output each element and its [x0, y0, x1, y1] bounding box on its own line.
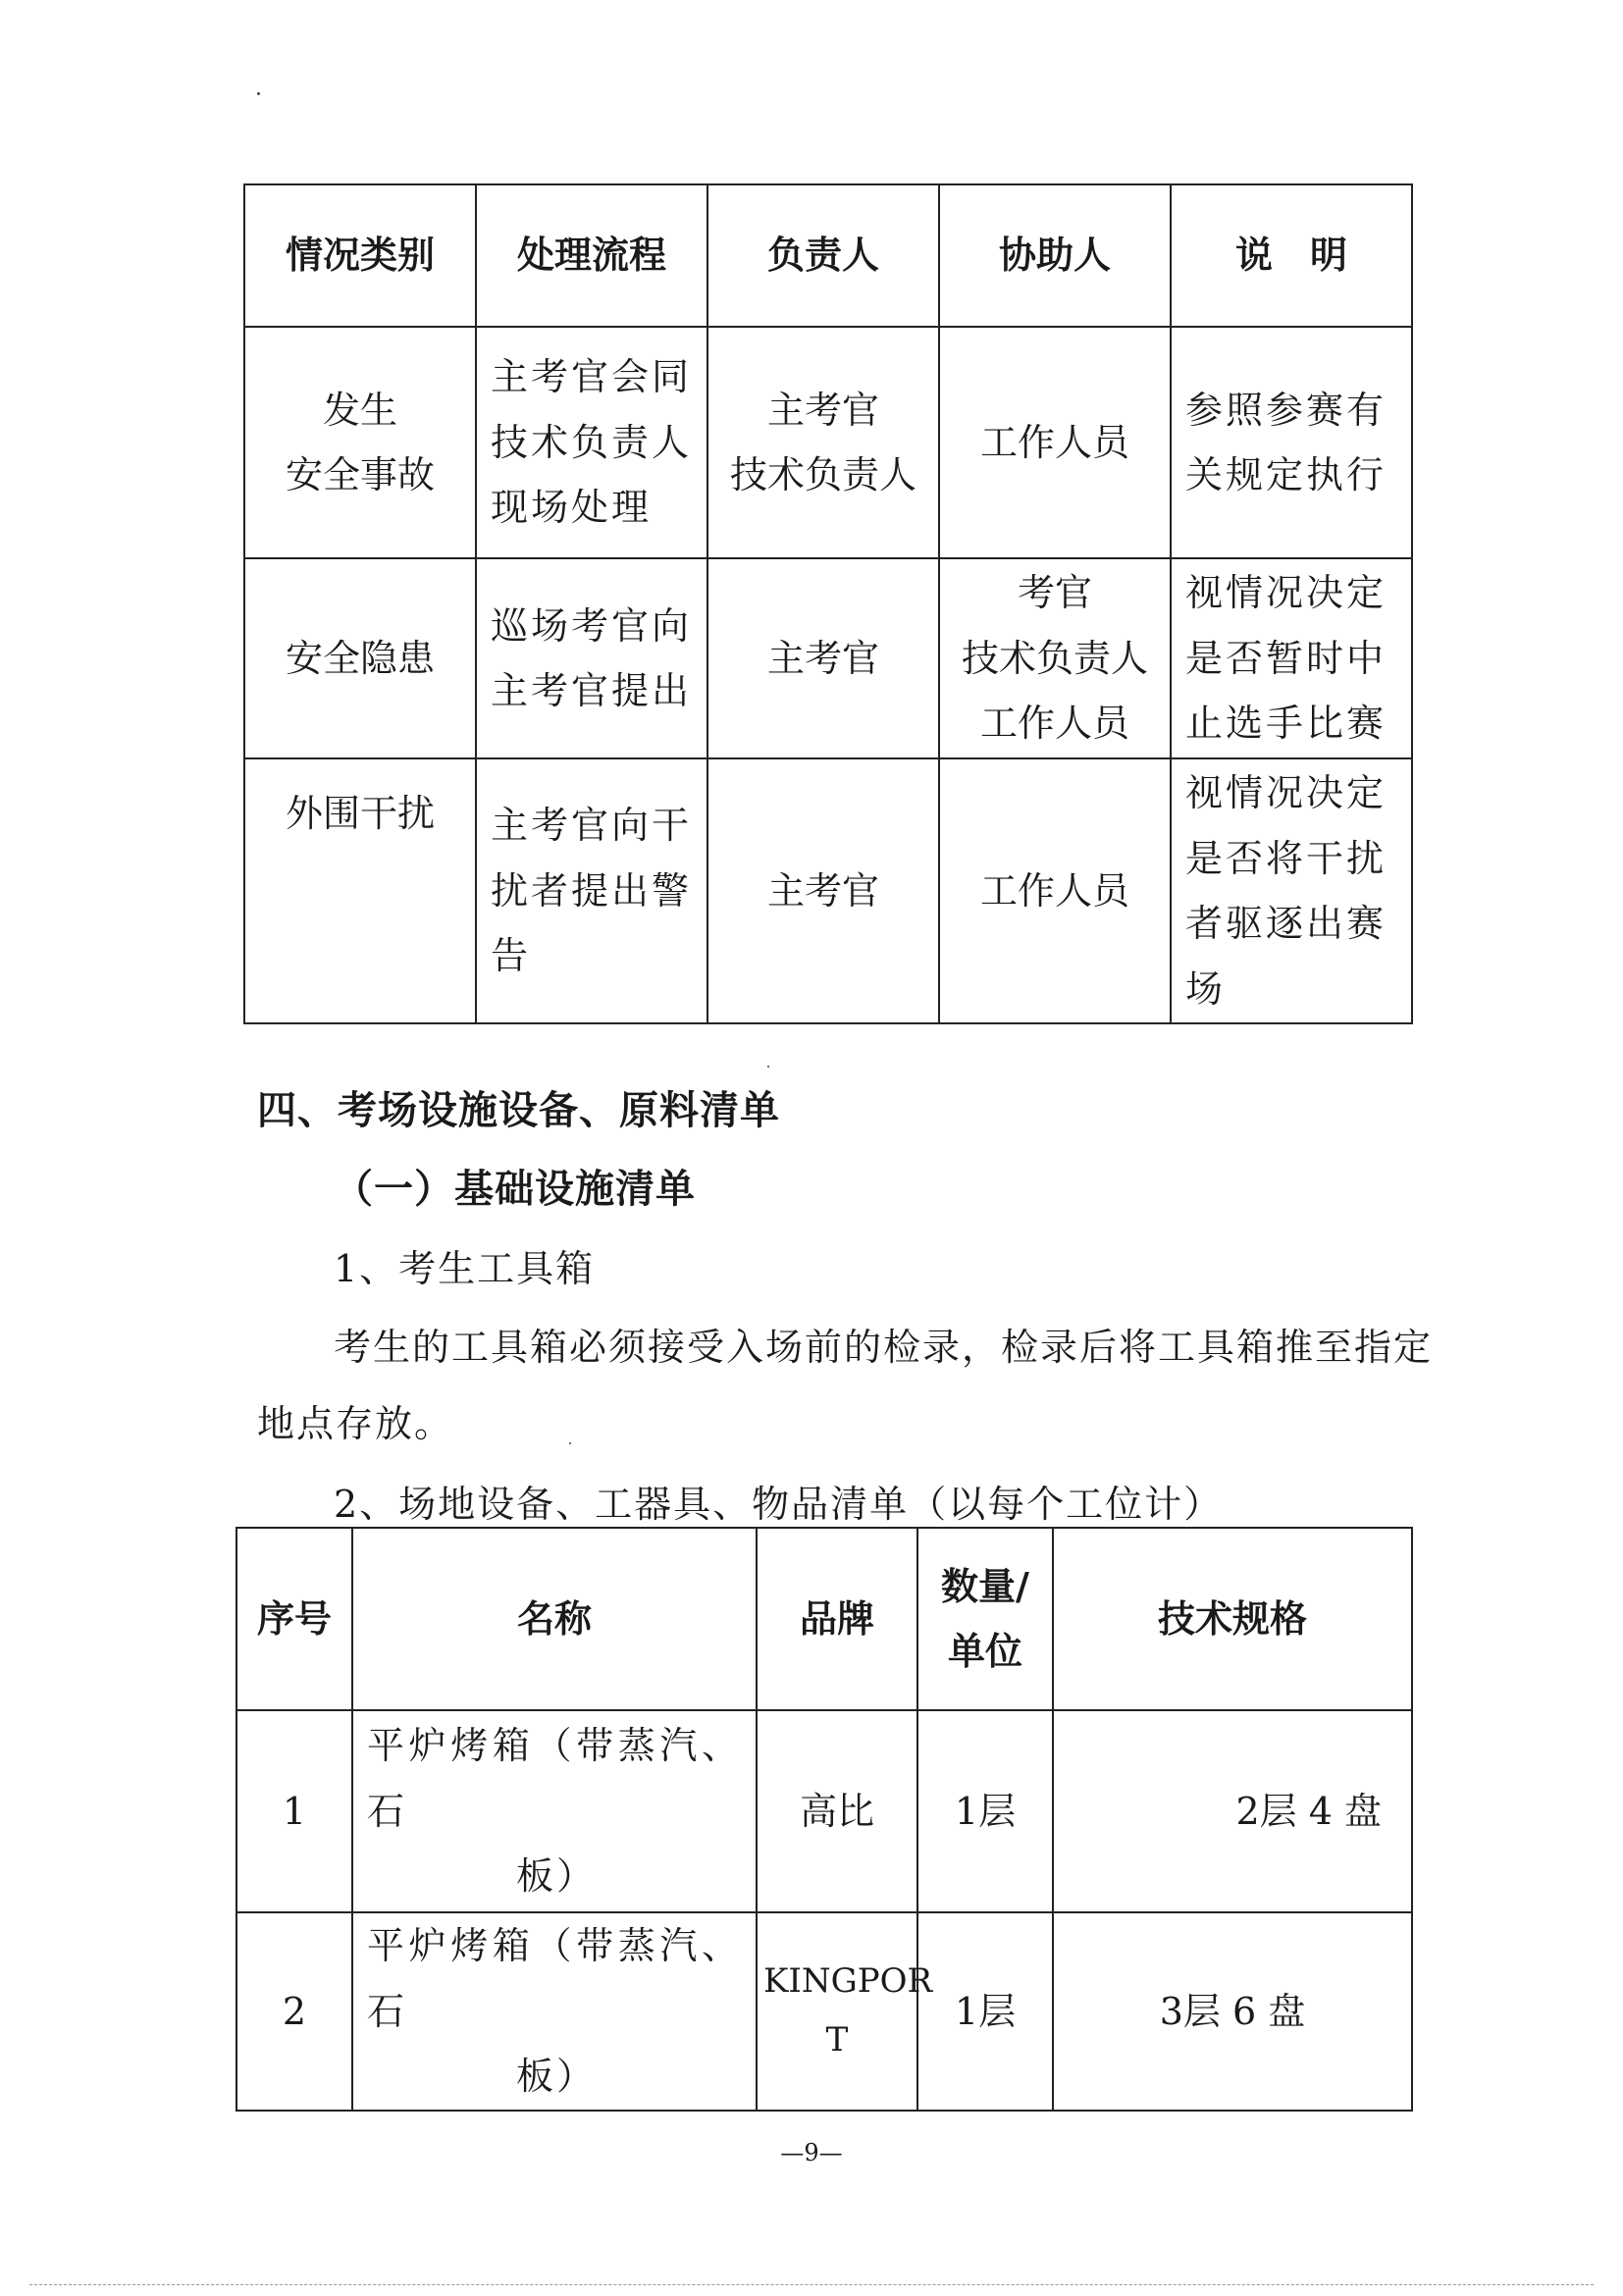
header-owner: 负责人 [707, 184, 939, 327]
cell-name: 平炉烤箱（带蒸汽、石 板） [352, 1912, 757, 2111]
cell-note: 视情况决定 是否暂时中 止选手比赛 [1171, 558, 1412, 758]
incident-handling-table [243, 183, 1413, 1024]
equipment-list-table [236, 1527, 1413, 2112]
scan-speck [767, 1066, 769, 1068]
subsection-heading: （一）基础设施清单 [334, 1167, 696, 1212]
header-category: 情况类别 [244, 184, 476, 327]
cell-assistant: 考官 技术负责人 工作人员 [939, 558, 1171, 758]
header-name: 名称 [352, 1528, 757, 1710]
cell-category: 发生 安全事故 [244, 327, 476, 558]
cell-spec: 3层 6 盘 [1053, 1912, 1412, 2111]
item-title: 1、考生工具箱 [334, 1247, 596, 1290]
header-assistant: 协助人 [939, 184, 1171, 327]
paragraph-line: 考生的工具箱必须接受入场前的检录，检录后将工具箱推至指定 [334, 1326, 1434, 1369]
cell-qty: 1层 [917, 1912, 1053, 2111]
paragraph-line: 地点存放。 [257, 1402, 454, 1445]
page-number: —9— [780, 2139, 843, 2166]
cell-brand: KINGPOR T [757, 1912, 917, 2111]
item-title: 2、场地设备、工器具、物品清单（以每个工位计） [334, 1483, 1224, 1526]
table-header-row [244, 184, 1412, 327]
scan-edge-line [29, 2284, 1594, 2285]
header-seq: 序号 [236, 1528, 352, 1710]
table-row [244, 558, 1412, 758]
cell-seq: 1 [236, 1710, 352, 1912]
cell-spec: 2层 4 盘 [1053, 1710, 1412, 1912]
cell-seq: 2 [236, 1912, 352, 2111]
scan-speck [569, 1442, 571, 1444]
cell-note: 参照参赛有 关规定执行 [1171, 327, 1412, 558]
table-header-row [236, 1528, 1412, 1710]
table-row [244, 327, 1412, 558]
cell-brand: 高比 [757, 1710, 917, 1912]
cell-owner: 主考官 技术负责人 [707, 327, 939, 558]
cell-assistant: 工作人员 [939, 758, 1171, 1023]
table-row [244, 758, 1412, 1023]
header-note: 说 明 [1171, 184, 1412, 327]
scan-speck [257, 92, 260, 95]
cell-qty: 1层 [917, 1710, 1053, 1912]
cell-process: 主考官向干 扰者提出警 告 [476, 758, 707, 1023]
cell-category: 安全隐患 [244, 558, 476, 758]
cell-owner: 主考官 [707, 758, 939, 1023]
header-brand: 品牌 [757, 1528, 917, 1710]
cell-process: 巡场考官向 主考官提出 [476, 558, 707, 758]
cell-owner: 主考官 [707, 558, 939, 758]
section-heading: 四、考场设施设备、原料清单 [257, 1088, 780, 1133]
table-row [236, 1710, 1412, 1912]
header-spec: 技术规格 [1053, 1528, 1412, 1710]
cell-note: 视情况决定 是否将干扰 者驱逐出赛 场 [1171, 758, 1412, 1023]
table-row [236, 1912, 1412, 2111]
cell-name: 平炉烤箱（带蒸汽、石 板） [352, 1710, 757, 1912]
cell-process: 主考官会同 技术负责人 现场处理 [476, 327, 707, 558]
header-process: 处理流程 [476, 184, 707, 327]
cell-category: 外围干扰 [244, 758, 476, 1023]
cell-assistant: 工作人员 [939, 327, 1171, 558]
header-qty: 数量/ 单位 [917, 1528, 1053, 1710]
